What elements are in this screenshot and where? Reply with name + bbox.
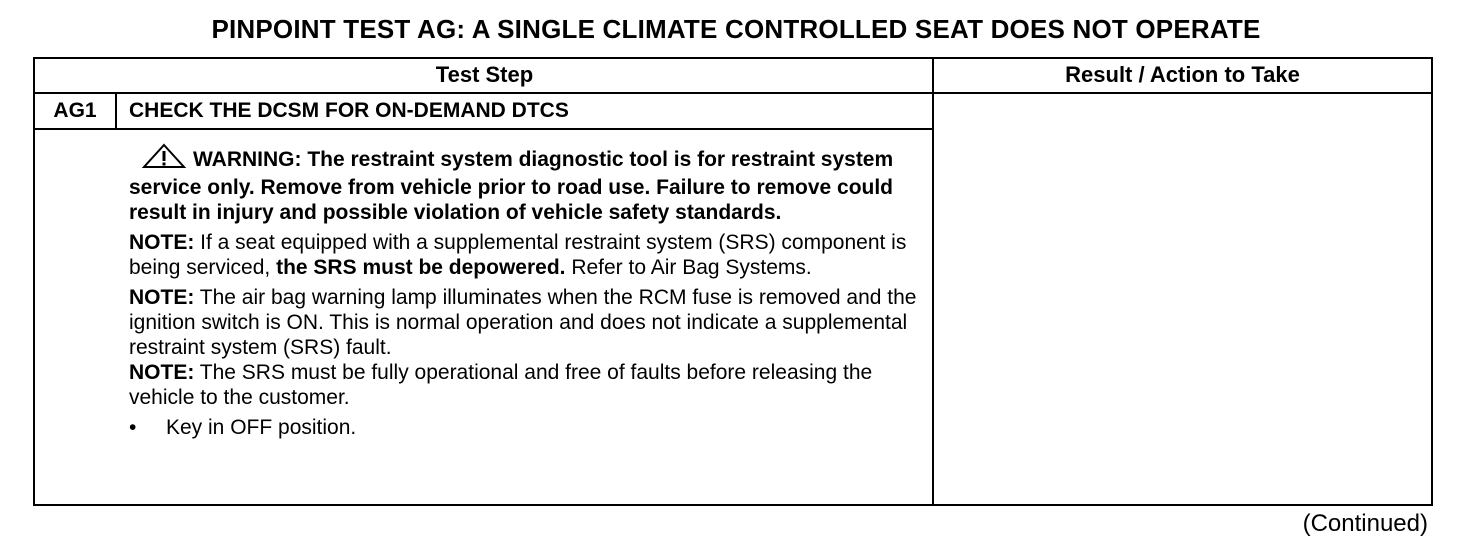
note-label: NOTE: <box>129 231 195 254</box>
warning-text: WARNING: The restraint system diagnostic tool is for restraint system service only. Remove from vehicle prior to road use. Failure to remove could result in injury and possible violation of vehicle safety standards. <box>129 148 894 224</box>
step-content <box>129 143 919 440</box>
note-text: If a seat equipped with a supplemental restraint system (SRS) component is being serviced, <box>129 231 907 279</box>
note-label: NOTE: <box>129 286 195 309</box>
bullet-item <box>129 415 919 440</box>
warning-block <box>129 143 919 225</box>
note-srs-depower <box>129 230 919 280</box>
warning-triangle-icon <box>141 143 187 175</box>
header-result-action: Result / Action to Take <box>934 59 1431 94</box>
note-tail: Refer to Air Bag Systems. <box>565 256 812 279</box>
note-text: The SRS must be fully operational and free of faults before releasing the vehicle to the customer. <box>129 361 873 409</box>
note-text: The air bag warning lamp illuminates when the RCM fuse is removed and the ignition switch is ON. This is normal operation and does not indicate a supplemental restraint system (SRS) fault. <box>129 286 917 359</box>
note-label: NOTE: <box>129 361 195 384</box>
note-air-bag-lamp <box>129 285 919 360</box>
header-test-step: Test Step <box>35 59 934 94</box>
column-divider <box>932 59 934 504</box>
continued-label: (Continued) <box>1302 510 1428 537</box>
step-title: CHECK THE DCSM FOR ON-DEMAND DTCS <box>117 94 932 130</box>
step-id: AG1 <box>35 94 117 130</box>
note-emphasis: the SRS must be depowered. <box>276 256 566 279</box>
note-srs-operational <box>129 360 919 410</box>
page-title: PINPOINT TEST AG: A SINGLE CLIMATE CONTROLLED SEAT DOES NOT OPERATE <box>211 14 1261 44</box>
bullet-text: Key in OFF position. <box>166 416 357 439</box>
bullet-mark: • <box>129 416 137 439</box>
pinpoint-test-table <box>33 57 1433 506</box>
